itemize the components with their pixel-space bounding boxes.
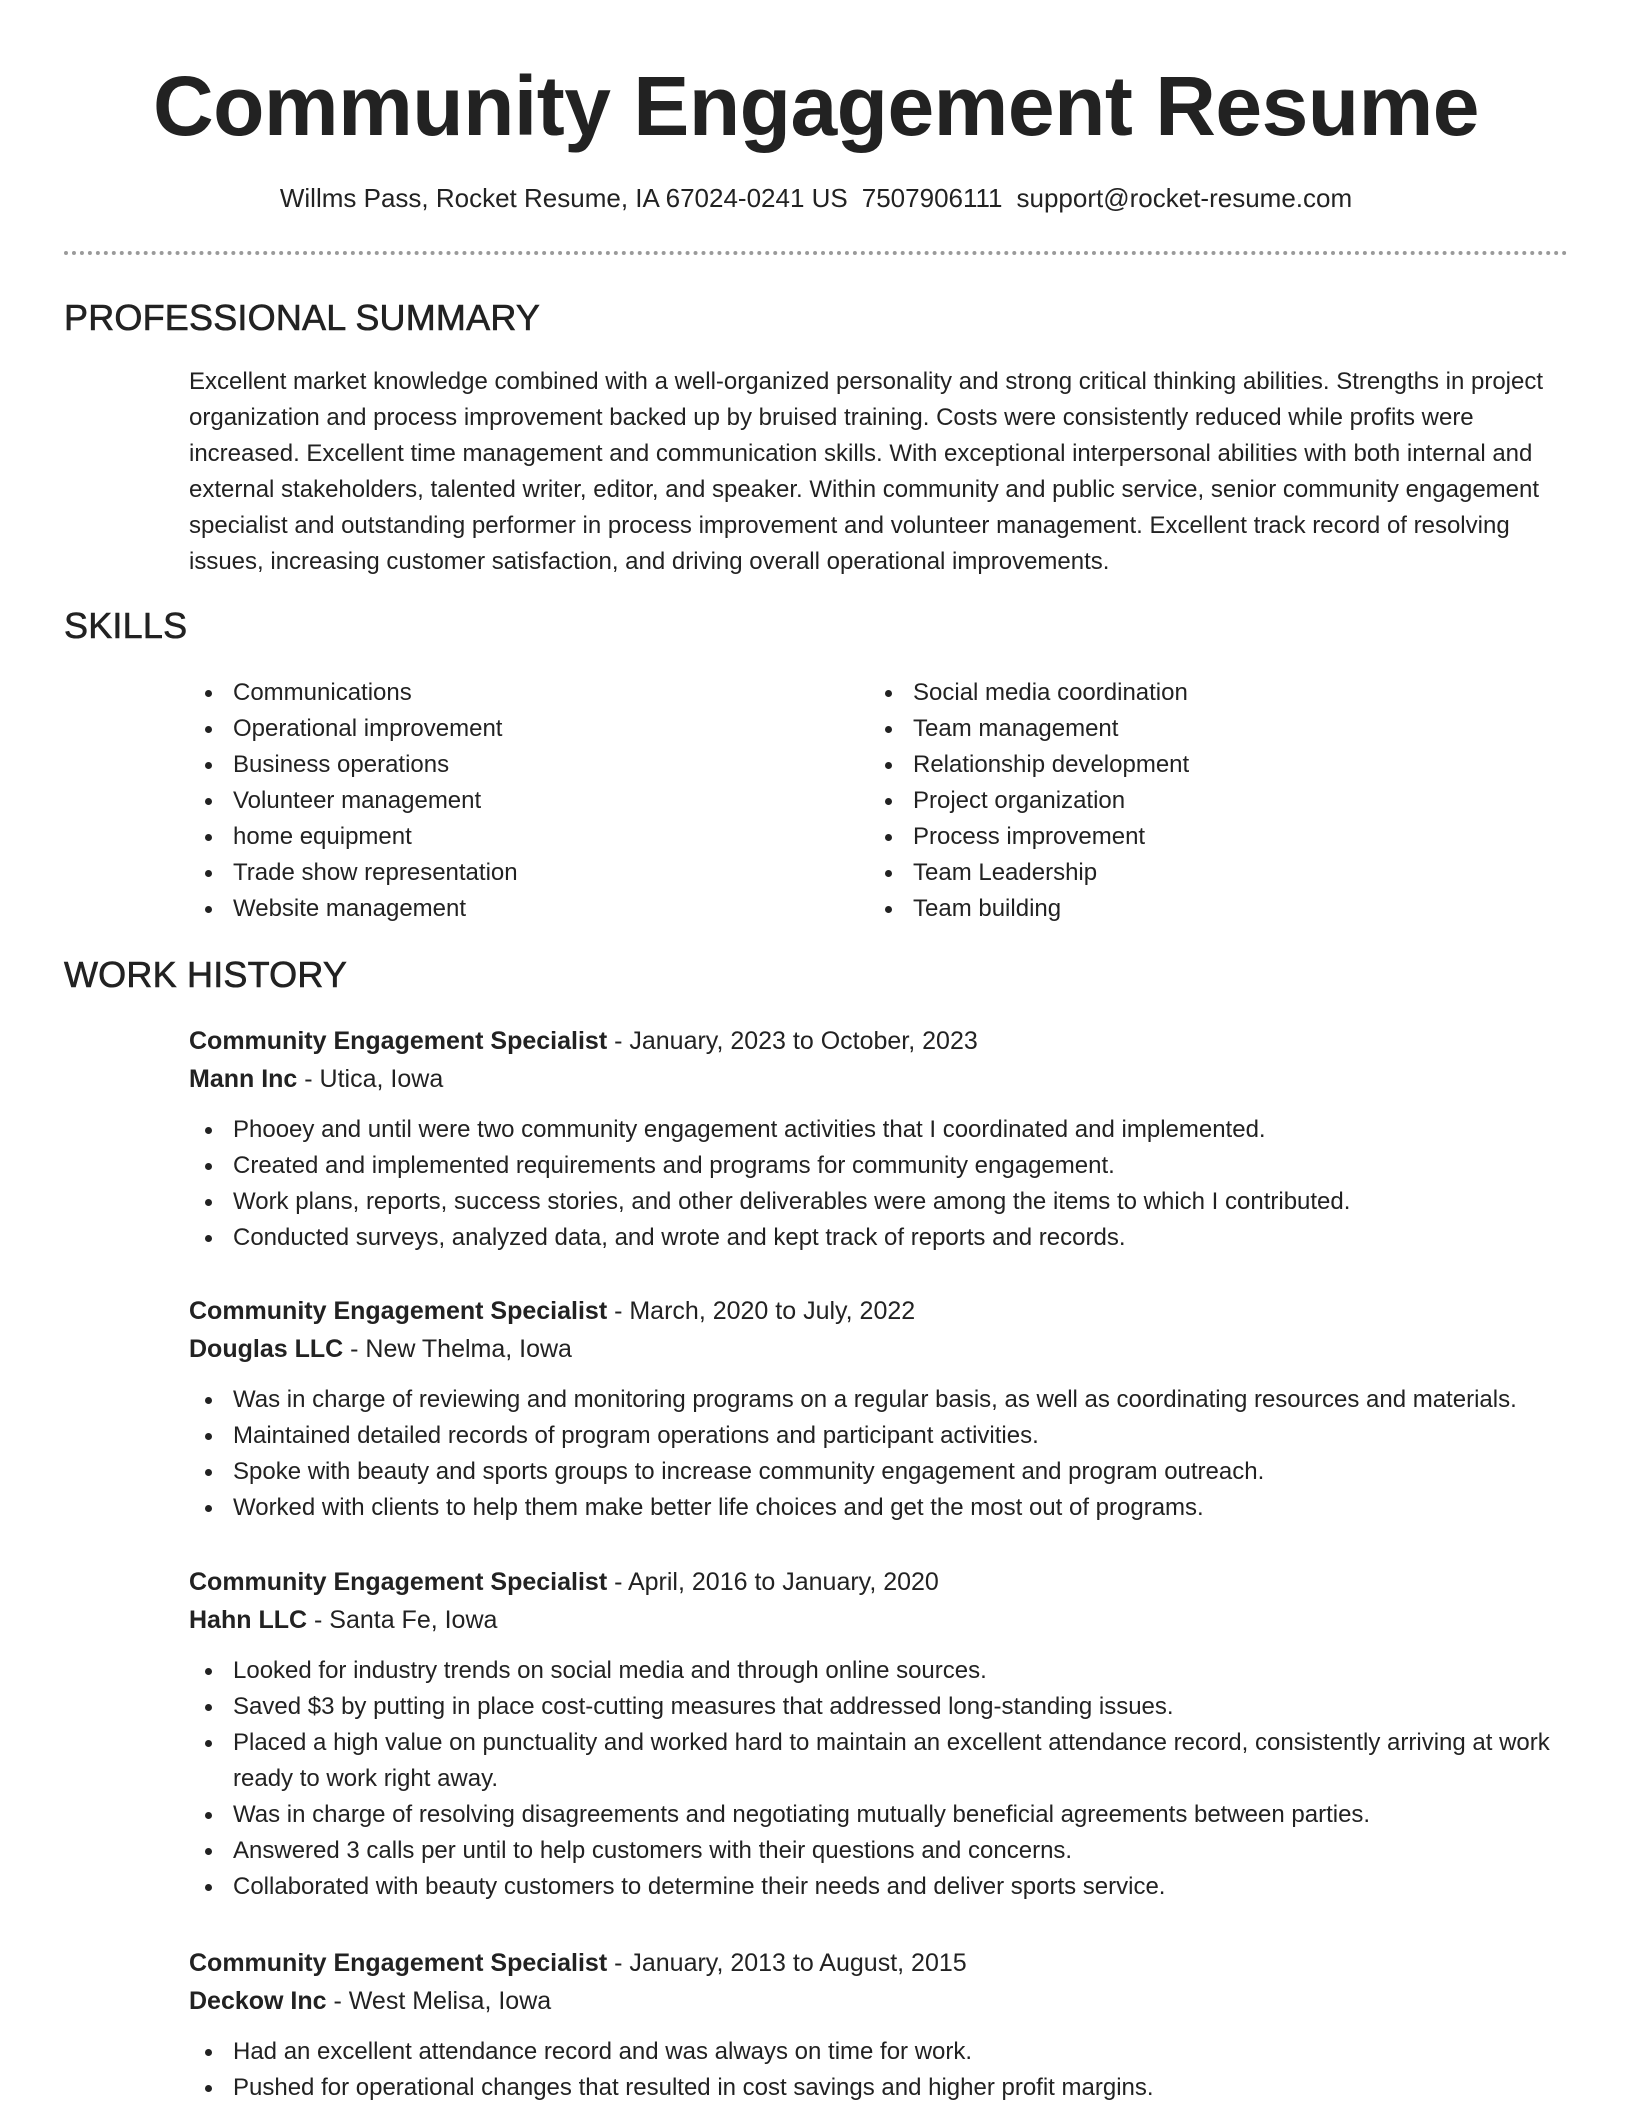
job-duty: Was in charge of reviewing and monitoring programs on a regular basis, as well as coordinating resources and materials. — [189, 1382, 1579, 1418]
job-location: - New Thelma, Iowa — [343, 1335, 572, 1363]
job-company-line — [189, 1330, 1579, 1368]
job-duty: Phooey and until were two community engagement activities that I coordinated and implemented. — [189, 1112, 1579, 1148]
job-company: Mann Inc — [189, 1065, 298, 1093]
skill-item: home equipment — [189, 819, 829, 855]
job-title: Community Engagement Specialist — [189, 1027, 608, 1055]
job-duty: Was in charge of resolving disagreements and negotiating mutually beneficial agreements between parties. — [189, 1797, 1579, 1833]
job-entry — [189, 1292, 1579, 1526]
skill-item: Relationship development — [869, 747, 1509, 783]
job-company-line — [189, 1601, 1579, 1639]
section-title-skills: SKILLS — [64, 605, 188, 646]
job-entry — [189, 1563, 1579, 1905]
job-location: - West Melisa, Iowa — [326, 1987, 552, 2015]
skill-item: Operational improvement — [189, 711, 829, 747]
job-entry — [189, 1944, 1579, 2106]
job-duty: Collaborated with beauty customers to determine their needs and deliver sports service. — [189, 1869, 1579, 1905]
skill-item: Communications — [189, 675, 829, 711]
section-title-summary: PROFESSIONAL SUMMARY — [64, 297, 541, 338]
job-duty: Maintained detailed records of program operations and participant activities. — [189, 1418, 1579, 1454]
job-title: Community Engagement Specialist — [189, 1297, 608, 1325]
job-duties — [189, 2034, 1579, 2106]
job-dates: - January, 2013 to August, 2015 — [607, 1949, 967, 1977]
skill-item: Team management — [869, 711, 1509, 747]
job-location: - Utica, Iowa — [297, 1065, 444, 1093]
job-entry — [189, 1022, 1579, 1256]
job-location: - Santa Fe, Iowa — [307, 1606, 498, 1634]
skill-item: Trade show representation — [189, 855, 829, 891]
job-duty: Had an excellent attendance record and was always on time for work. — [189, 2034, 1579, 2070]
job-duty: Answered 3 calls per until to help customers with their questions and concerns. — [189, 1833, 1579, 1869]
job-title: Community Engagement Specialist — [189, 1949, 608, 1977]
job-title-line — [189, 1022, 1579, 1060]
job-duty: Work plans, reports, success stories, and other deliverables were among the items to which I contributed. — [189, 1184, 1579, 1220]
job-dates: - March, 2020 to July, 2022 — [607, 1297, 916, 1325]
skill-item: Team Leadership — [869, 855, 1509, 891]
job-duty: Saved $3 by putting in place cost-cutting measures that addressed long-standing issues. — [189, 1689, 1579, 1725]
job-company-line — [189, 1060, 1579, 1098]
contact-info — [0, 180, 1632, 216]
skill-item: Process improvement — [869, 819, 1509, 855]
job-title-line — [189, 1292, 1579, 1330]
job-dates: - April, 2016 to January, 2020 — [607, 1568, 939, 1596]
job-title: Community Engagement Specialist — [189, 1568, 608, 1596]
job-title-line — [189, 1944, 1579, 1982]
job-title-line — [189, 1563, 1579, 1601]
skill-item: Project organization — [869, 783, 1509, 819]
job-company-line — [189, 1982, 1579, 2020]
skill-item: Website management — [189, 891, 829, 927]
contact-phone: 7507906111 — [861, 183, 1003, 213]
job-duty: Placed a high value on punctuality and worked hard to maintain an excellent attendance record, consistently arriving at work ready to work right away. — [189, 1725, 1579, 1797]
section-title-work-history: WORK HISTORY — [64, 954, 348, 995]
job-company: Deckow Inc — [189, 1987, 327, 2015]
skill-item: Team building — [869, 891, 1509, 927]
skill-item: Volunteer management — [189, 783, 829, 819]
job-company: Hahn LLC — [189, 1606, 308, 1634]
job-dates: - January, 2023 to October, 2023 — [607, 1027, 978, 1055]
job-duty: Looked for industry trends on social media and through online sources. — [189, 1653, 1579, 1689]
job-duty: Created and implemented requirements and programs for community engagement. — [189, 1148, 1579, 1184]
job-duty: Pushed for operational changes that resulted in cost savings and higher profit margins. — [189, 2070, 1579, 2106]
job-duties — [189, 1382, 1579, 1526]
skills-list-left — [189, 675, 829, 927]
header-divider — [64, 251, 1568, 255]
job-company: Douglas LLC — [189, 1335, 344, 1363]
skill-item: Social media coordination — [869, 675, 1509, 711]
skill-item: Business operations — [189, 747, 829, 783]
job-duty: Conducted surveys, analyzed data, and wrote and kept track of reports and records. — [189, 1220, 1579, 1256]
skills-list-right — [869, 675, 1509, 927]
contact-address: Willms Pass, Rocket Resume, IA 67024-0241 US — [279, 183, 848, 213]
resume-title: Community Engagement Resume — [152, 59, 1480, 153]
job-duty: Spoke with beauty and sports groups to increase community engagement and program outreach. — [189, 1454, 1579, 1490]
job-duties — [189, 1653, 1579, 1905]
summary-text: Excellent market knowledge combined with a well-organized personality and strong critical thinking abilities. Strengths in project organization and process improvement backed up by bruised training. Costs were consistently reduced while profits were increased. Excellent time management and communication skills. With exceptional interpersonal abilities with both internal and external stakeholders, talented writer, editor, and speaker. Within community and public service, senior community engagement specialist and outstanding performer in process improvement and volunteer management. Excellent track record of resolving issues, increasing customer satisfaction, and driving overall operational improvements. — [189, 368, 1544, 575]
job-duties — [189, 1112, 1579, 1256]
job-duty: Worked with clients to help them make better life choices and get the most out of programs. — [189, 1490, 1579, 1526]
contact-email[interactable]: support@rocket-resume.com — [1016, 183, 1353, 213]
